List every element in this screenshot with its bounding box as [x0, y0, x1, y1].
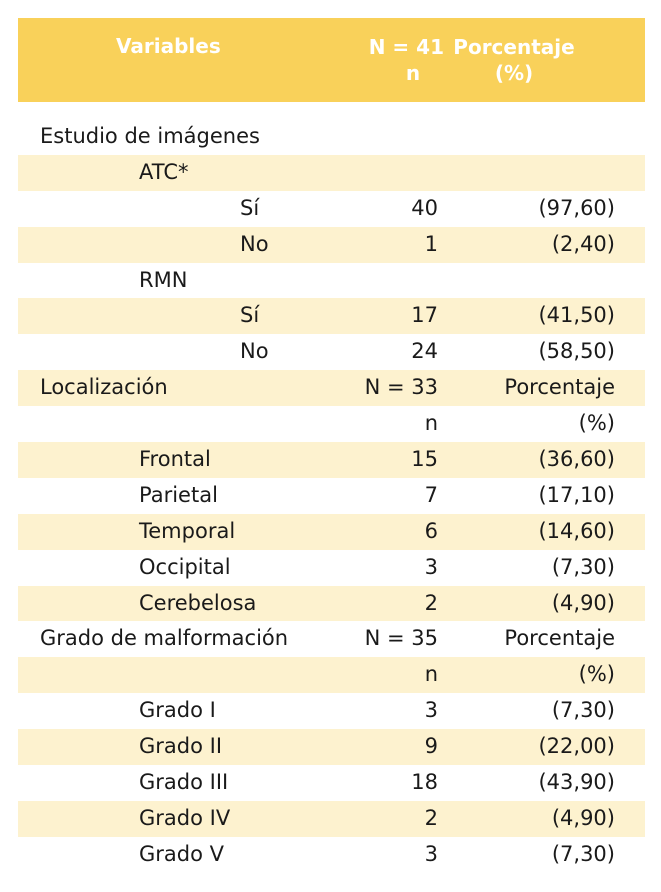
table-row [18, 693, 645, 729]
row-label: Cerebelosa [139, 590, 257, 615]
row-percent: (43,90) [538, 770, 615, 795]
row-percent: (4,90) [551, 805, 615, 830]
table-row [18, 334, 645, 370]
row-n: 7 [424, 482, 438, 507]
table-row [18, 406, 645, 442]
row-label: Grado IV [139, 805, 231, 830]
row-percent: Porcentaje [504, 375, 615, 400]
header-percent [446, 34, 582, 86]
header-n-total: N = 41 [368, 35, 444, 59]
row-n: 15 [411, 447, 438, 472]
table-row [18, 621, 645, 657]
row-percent: (%) [578, 662, 615, 687]
row-percent: (17,10) [538, 482, 615, 507]
table-row [18, 657, 645, 693]
header-n [338, 34, 444, 86]
table-row [18, 155, 645, 191]
row-percent: (36,60) [538, 447, 615, 472]
row-n: n [424, 662, 438, 687]
row-percent: (97,60) [538, 195, 615, 220]
row-n: 3 [424, 554, 438, 579]
row-n: 17 [411, 303, 438, 328]
header-n-label: n [405, 61, 421, 85]
row-n: N = 35 [364, 626, 438, 651]
row-label: RMN [139, 267, 188, 292]
row-n: 6 [424, 518, 438, 543]
row-n: 24 [411, 339, 438, 364]
table-row [18, 442, 645, 478]
row-percent: (58,50) [538, 339, 615, 364]
table-row [18, 263, 645, 299]
row-percent: (7,30) [551, 841, 615, 866]
header-percent-label: Porcentaje [453, 35, 575, 59]
row-percent: (14,60) [538, 518, 615, 543]
row-n: 3 [424, 841, 438, 866]
row-label: Grado II [139, 734, 223, 759]
row-label: Localización [40, 375, 168, 400]
row-n: 18 [411, 770, 438, 795]
table-row [18, 586, 645, 622]
row-label: Sí [240, 195, 260, 220]
table-row [18, 801, 645, 837]
table-row [18, 514, 645, 550]
row-percent: (2,40) [551, 231, 615, 256]
row-n: 40 [411, 195, 438, 220]
row-n: 1 [424, 231, 438, 256]
row-n: 2 [424, 590, 438, 615]
row-label: Grado de malformación [40, 626, 289, 651]
row-n: 2 [424, 805, 438, 830]
row-label: Occipital [139, 554, 231, 579]
row-label: ATC* [139, 159, 189, 184]
row-n: 3 [424, 698, 438, 723]
row-label: Temporal [139, 518, 236, 543]
table-row [18, 837, 645, 873]
row-n: N = 33 [364, 375, 438, 400]
table-row [18, 478, 645, 514]
row-percent: (4,90) [551, 590, 615, 615]
table-row [18, 765, 645, 801]
table-row [18, 370, 645, 406]
row-n: 9 [424, 734, 438, 759]
row-label: Grado III [139, 770, 229, 795]
row-label: No [240, 231, 269, 256]
row-percent: (%) [578, 411, 615, 436]
table-body [18, 119, 645, 873]
table-row [18, 729, 645, 765]
table-row [18, 119, 645, 155]
row-label: Parietal [139, 482, 218, 507]
row-label: Sí [240, 303, 260, 328]
table-row [18, 191, 645, 227]
row-percent: (22,00) [538, 734, 615, 759]
row-label: Grado I [139, 698, 216, 723]
row-percent: (7,30) [551, 698, 615, 723]
table-row [18, 550, 645, 586]
row-label: Grado V [139, 841, 224, 866]
header-variables: Variables [116, 34, 221, 58]
table-header [18, 18, 645, 102]
row-label: Frontal [139, 447, 211, 472]
row-percent: (7,30) [551, 554, 615, 579]
table-row [18, 298, 645, 334]
row-percent: Porcentaje [504, 626, 615, 651]
row-percent: (41,50) [538, 303, 615, 328]
header-percent-unit: (%) [494, 61, 534, 85]
table-row [18, 227, 645, 263]
data-table [18, 18, 645, 873]
row-label: No [240, 339, 269, 364]
header-spacer [18, 102, 645, 119]
row-n: n [424, 411, 438, 436]
row-label: Estudio de imágenes [40, 124, 260, 148]
